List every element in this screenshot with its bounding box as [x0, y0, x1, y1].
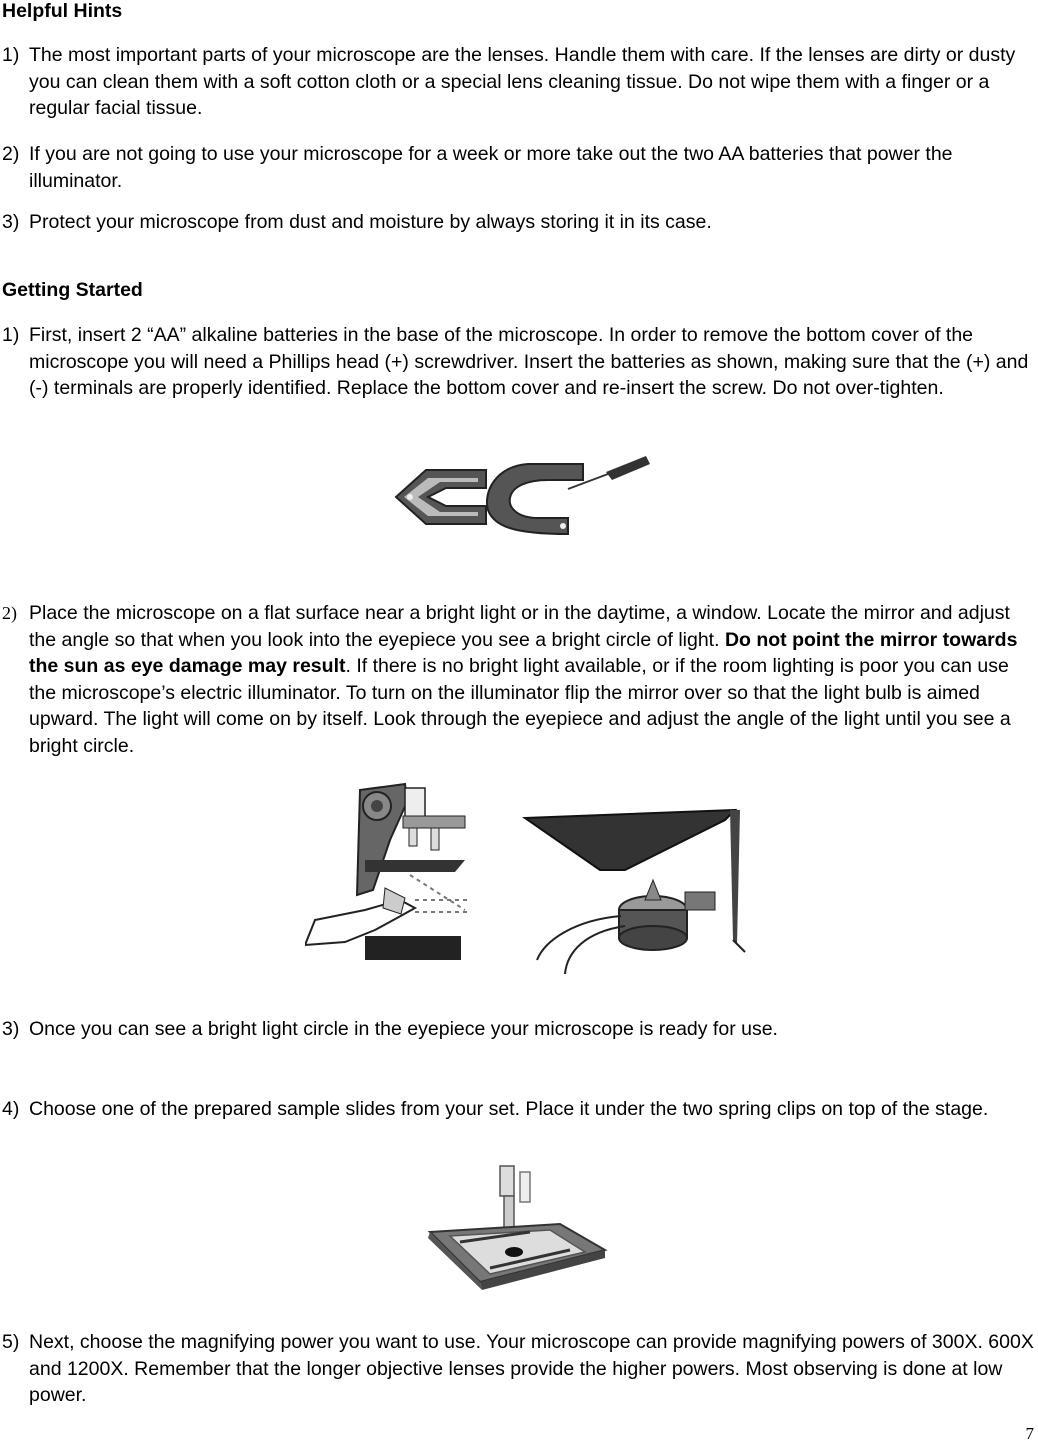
step-text — [2, 600, 1036, 759]
step-4 — [2, 1096, 1036, 1123]
step-text-part: Place the microscope on a flat surface near a bright light or in the daytime, a window. Locate the mirror and adjust the angle so that when you look into the eyepiece you see a bright circle of light. — [29, 602, 1010, 651]
step-number: 2) — [2, 603, 17, 623]
step-5 — [2, 1329, 1036, 1409]
step-number: 3) — [2, 1018, 20, 1040]
step-number: 5) — [2, 1331, 20, 1353]
hint-text: If you are not going to use your microscope for a week or more take out the two AA batteries that power the illuminator. — [29, 143, 953, 192]
slide-on-stage-illustration — [420, 1162, 610, 1302]
step-number: 1) — [2, 324, 20, 346]
hint-number: 2) — [2, 143, 20, 165]
hint-text: Protect your microscope from dust and moisture by always storing it in its case. — [29, 211, 712, 233]
page-number: 7 — [1025, 1424, 1034, 1443]
mirror-illuminator-illustration — [305, 780, 760, 980]
hint-item-2 — [2, 141, 1036, 194]
step-text: Next, choose the magnifying power you want to use. Your microscope can provide magnifying powers of 300X. 600X and 1200X. Remember that the longer objective lenses provide the higher powers. Most observing is done at low power. — [29, 1331, 1034, 1406]
hint-text: The most important parts of your microscope are the lenses. Handle them with care. If the lenses are dirty or dusty you can clean them with a soft cotton cloth or a special lens cleaning tissue. Do not wipe them with a finger or a regular facial tissue. — [29, 44, 1016, 119]
battery-cover-illustration — [388, 452, 658, 542]
hint-number: 1) — [2, 44, 20, 66]
step-text: Once you can see a bright light circle in the eyepiece your microscope is ready for use. — [29, 1018, 778, 1040]
step-1 — [2, 322, 1036, 402]
eye-damage-warning: Do not point the mirror towards the sun as eye damage may result — [29, 628, 1018, 677]
step-3 — [2, 1016, 1036, 1043]
hint-number: 3) — [2, 211, 20, 233]
hint-item-3 — [2, 209, 1036, 236]
step-text: First, insert 2 “AA” alkaline batteries in the base of the microscope. In order to remove the bottom cover of the microscope you will need a Phillips head (+) screwdriver. Insert the batteries as shown, making sure that the (+) and (-) terminals are properly identified. Replace the bottom cover and re-insert the screw. Do not over-tighten. — [29, 324, 1029, 399]
section-heading-helpful-hints: Helpful Hints — [2, 0, 123, 22]
step-text: Choose one of the prepared sample slides from your set. Place it under the two spring clips on top of the stage. — [29, 1098, 989, 1120]
hint-item-1 — [2, 42, 1036, 122]
step-2 — [2, 600, 1036, 759]
section-heading-getting-started: Getting Started — [2, 279, 143, 301]
step-text-part: . If there is no bright light available, or if the room lighting is poor you can use the microscope’s electric illuminator. To turn on the illuminator flip the mirror over so that the light bulb is aimed upward. The light will come on by itself. Look through the eyepiece and adjust the angle of the light until you see a bright circle. — [29, 655, 1011, 757]
step-number: 4) — [2, 1098, 20, 1120]
